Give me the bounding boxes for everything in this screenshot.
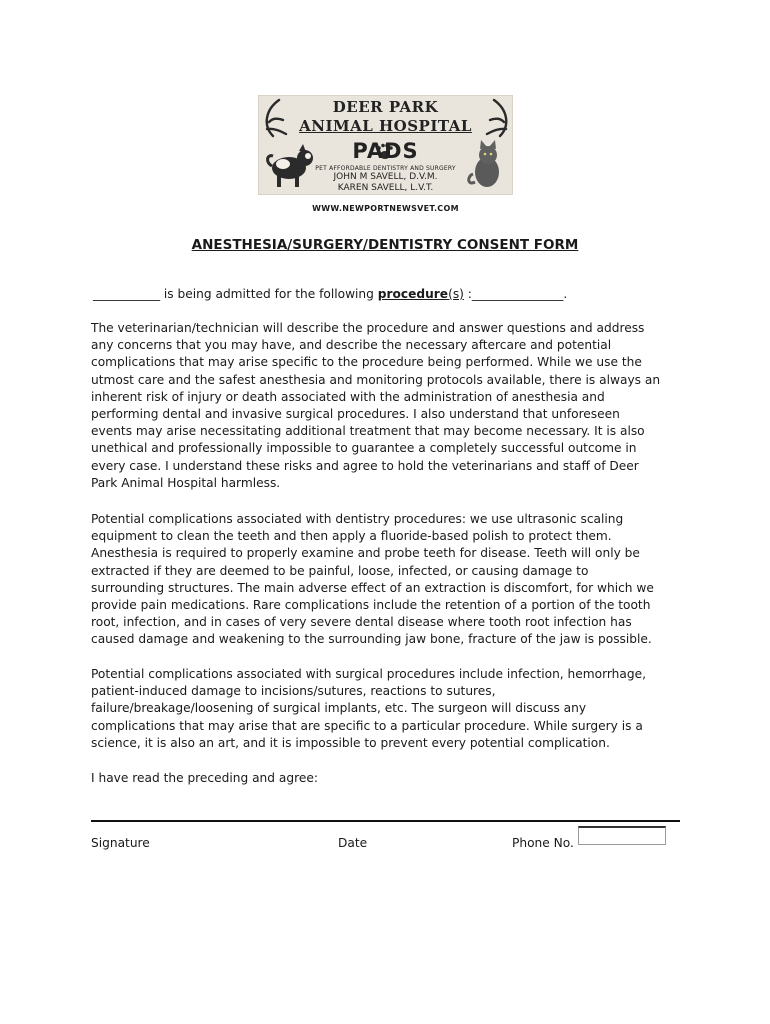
- procedure-word: procedure: [377, 287, 449, 301]
- signature-line[interactable]: [91, 820, 680, 822]
- paragraph-line: science, it is also an art, and it is impossible to prevent every potential complication.: [91, 735, 610, 750]
- logo-doctor: JOHN M SAVELL, D.V.M.: [333, 172, 438, 182]
- paragraph-line: Park Animal Hospital harmless.: [91, 475, 281, 490]
- paragraph-line: Potential complications associated with surgical procedures include infection, hemorrhage,: [91, 667, 646, 681]
- consent-paragraph: [91, 320, 691, 492]
- paragraph-line: equipment to clean the teeth and then apply a fluoride-based polish to protect them.: [91, 529, 612, 544]
- procedure-blank: _______________: [471, 287, 564, 301]
- paragraph-line: extracted if they are deemed to be painful, loose, infected, or causing damage to: [91, 563, 589, 578]
- paragraph-line: failure/breakage/loosening of surgical implants, etc. The surgeon will discuss any: [91, 701, 587, 716]
- admission-text: is being admitted for the following: [160, 287, 378, 301]
- paragraph-line: The veterinarian/technician will describe the procedure and answer questions and address: [91, 321, 645, 335]
- dentistry-complications-paragraph: [91, 511, 691, 649]
- paragraph-line: Anesthesia is required to properly examine and probe teeth for disease. Teeth will only be: [91, 546, 640, 561]
- website-url: WWW.NEWPORTNEWSVET.COM: [312, 204, 459, 213]
- admission-line: [93, 287, 567, 301]
- paragraph-line: every case. I understand these risks and agree to hold the veterinarians and staff of Deer: [91, 458, 639, 473]
- paragraph-line: events may arise necessitating additional treatment that may become necessary. It is also: [91, 424, 645, 439]
- paragraph-line: root, infection, and in cases of very severe dental disease where tooth root infection has: [91, 615, 632, 630]
- logo-tagline: PET AFFORDABLE DENTISTRY AND SURGERY: [315, 165, 456, 172]
- admission-period: .: [563, 287, 568, 301]
- paragraph-line: complications that may arise specific to the procedure being performed. While we use the: [91, 355, 642, 370]
- logo-brand: PADS: [352, 139, 419, 163]
- paragraph-line: surrounding structures. The main adverse effect of an extraction is discomfort, for which we: [91, 580, 654, 595]
- paragraph-line: complications that may arise that are specific to a particular procedure. While surgery is a: [91, 718, 643, 733]
- paragraph-line: provide pain medications. Rare complications include the retention of a portion of the tooth: [91, 598, 651, 613]
- paragraph-line: any concerns that you may have, and describe the necessary aftercare and potential: [91, 338, 612, 353]
- date-label: Date: [338, 836, 368, 850]
- admission-separator: :: [463, 287, 472, 301]
- phone-label: Phone No.: [512, 836, 574, 850]
- hospital-logo: [258, 95, 513, 195]
- surgery-complications-paragraph: [91, 666, 691, 752]
- paragraph-line: performing dental and invasive surgical procedures. I also understand that unforeseen: [91, 407, 620, 422]
- paragraph-line: Potential complications associated with dentistry procedures: we use ultrasonic scaling: [91, 512, 624, 526]
- logo-name-line2: ANIMAL HOSPITAL: [299, 117, 472, 135]
- agreement-statement: I have read the preceding and agree:: [91, 771, 318, 785]
- form-title: ANESTHESIA/SURGERY/DENTISTRY CONSENT FORM: [191, 237, 579, 253]
- logo-technician: KAREN SAVELL, L.V.T.: [337, 183, 434, 193]
- signature-label: Signature: [91, 836, 150, 850]
- paragraph-line: caused damage and weakening to the surrounding jaw bone, fracture of the jaw is possible.: [91, 632, 652, 647]
- paragraph-line: inherent risk of injury or death associated with the administration of anesthesia and: [91, 389, 605, 404]
- paragraph-line: utmost care and the safest anesthesia and monitoring protocols available, there is always an: [91, 372, 661, 387]
- paragraph-line: unethical and professionally impossible to guarantee a completely successful outcome in: [91, 441, 637, 456]
- phone-input[interactable]: [578, 826, 666, 845]
- logo-name-line1: DEER PARK: [332, 98, 439, 116]
- patient-blank: ___________: [93, 287, 161, 301]
- paragraph-line: patient-induced damage to incisions/sutures, reactions to sutures,: [91, 684, 496, 699]
- procedure-plural: (s): [448, 287, 464, 301]
